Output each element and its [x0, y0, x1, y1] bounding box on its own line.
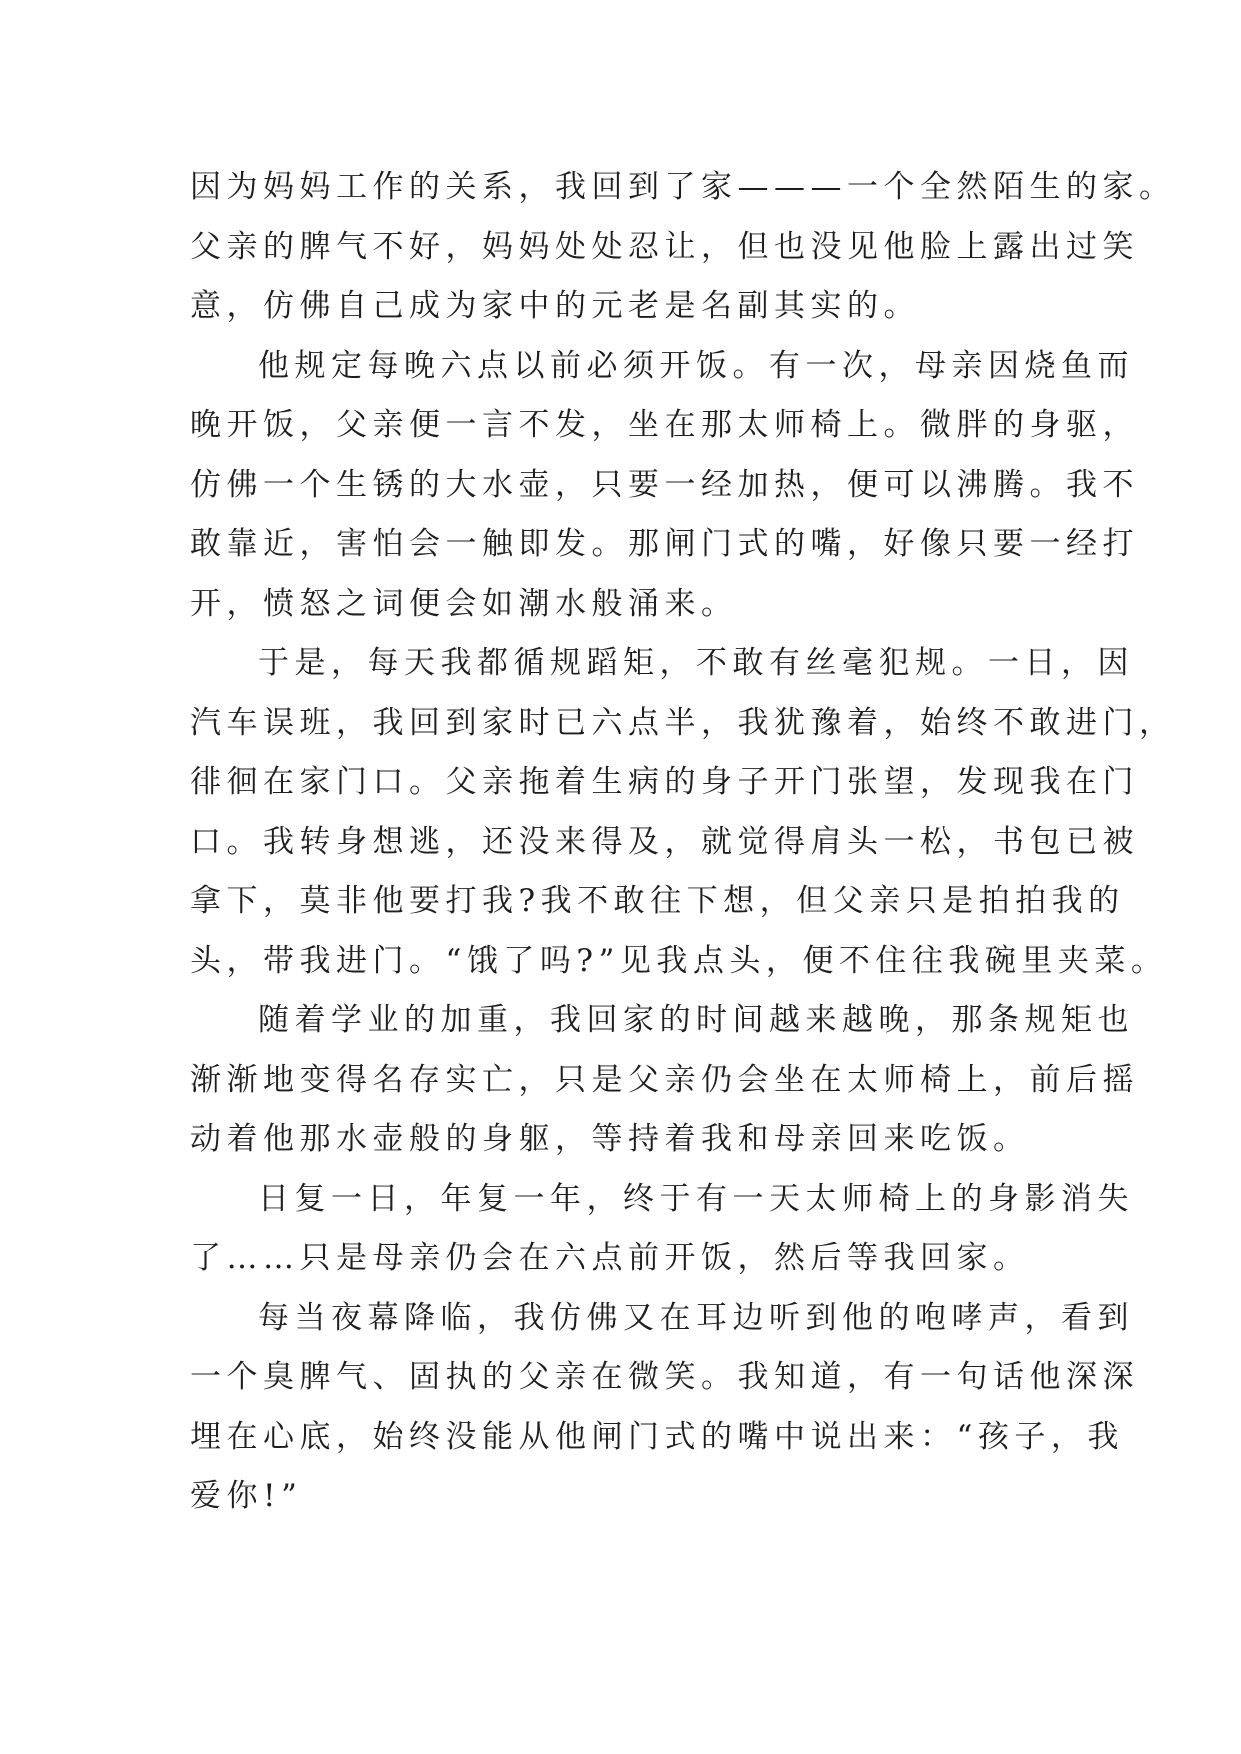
text-line: 动着他那水壶般的身躯，等持着我和母亲回来吃饭。	[190, 1121, 1030, 1157]
text-line: 头，带我进门。“饿了吗?”见我点头，便不住往我碗里夹菜。	[190, 942, 1168, 979]
paragraph-first-line: 他规定每晚六点以前必须开饭。有一次，母亲因烧鱼而	[258, 347, 1134, 384]
text-line: 开，愤怒之词便会如潮水般涌来。	[190, 585, 738, 622]
text-line: 口。我转身想逃，还没来得及，就觉得肩头一松，书包已被	[190, 823, 1139, 860]
text-line: 埋在心底，始终没能从他闸门式的嘴中说出来：“孩子，我	[190, 1418, 1124, 1455]
text-line: 敢靠近，害怕会一触即发。那闸门式的嘴，好像只要一经打	[190, 526, 1139, 562]
text-line: 父亲的脾气不好，妈妈处处忍让，但也没见他脸上露出过笑	[190, 228, 1139, 265]
text-line: 爱你!”	[190, 1478, 303, 1514]
text-line: 了……只是母亲仍会在六点前开饭，然后等我回家。	[190, 1240, 1030, 1276]
text-line: 渐渐地变得名存实亡，只是父亲仍会坐在太师椅上，前后摇	[190, 1061, 1139, 1098]
text-line: 因为妈妈工作的关系，我回到了家———一个全然陌生的家。	[190, 169, 1176, 205]
text-line: 晚开饭，父亲便一言不发，坐在那太师椅上。微胖的身驱，	[190, 407, 1139, 443]
text-line: 拿下，莫非他要打我?我不敢往下想，但父亲只是拍拍我的	[190, 883, 1125, 919]
paragraph-first-line: 于是，每天我都循规蹈矩，不敢有丝毫犯规。一日，因	[258, 645, 1134, 681]
essay-body	[190, 158, 1176, 1527]
paragraph-first-line: 日复一日，年复一年，终于有一天太师椅上的身影消失	[258, 1180, 1134, 1217]
text-line: 汽车误班，我回到家时已六点半，我犹豫着，始终不敢进门，	[190, 704, 1176, 741]
text-line: 徘徊在家门口。父亲拖着生病的身子开门张望，发现我在门	[190, 764, 1139, 800]
text-line: 意，仿佛自己成为家中的元老是名副其实的。	[190, 288, 920, 324]
paragraph-first-line: 每当夜幕降临，我仿佛又在耳边听到他的咆哮声，看到	[258, 1299, 1134, 1336]
paragraph-first-line: 随着学业的加重，我回家的时间越来越晚，那条规矩也	[258, 1002, 1134, 1038]
text-line: 仿佛一个生锈的大水壶，只要一经加热，便可以沸腾。我不	[190, 466, 1139, 503]
text-line: 一个臭脾气、固执的父亲在微笑。我知道，有一句话他深深	[190, 1359, 1139, 1395]
